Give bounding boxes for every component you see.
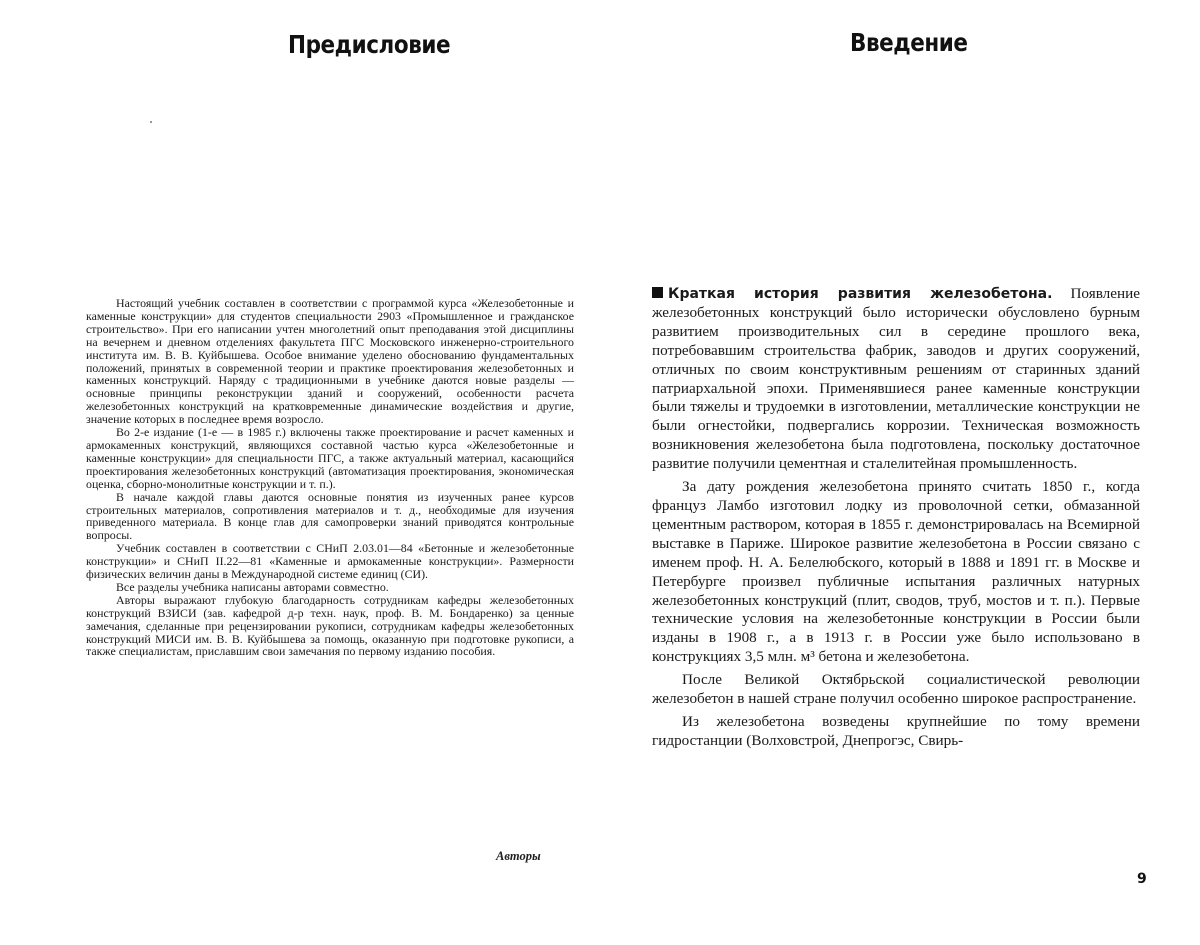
preface-paragraph-2: Во 2-е издание (1-е — в 1985 г.) включены также проектирование и расчет каменных и армокаменных конструкций, являющихся составной частью курса «Железобетонные и каменные конструкции» для специальности ПГС, а также актуальный материал, касающийся проектирования железобетонных конструкций (автоматизация проектирования, экономическая оценка, сборно-монолитные конструкции и т. п.). [86, 425, 574, 491]
introduction-body [652, 285, 1140, 755]
preface-paragraph-1: Настоящий учебник составлен в соответствии с программой курса «Железобетонные и каменные конструкции» для студентов специальности 2903 «Промышленное и гражданское строительство». При его написании учтен многолетний опыт преподавания этой дисциплины на вечернем и дневном отделениях факультета ПГС Московского инженерно-строительного института им. В. В. Куйбышева. Особое внимание уделено обоснованию фундаментальных положений, принятых в современной теории и практике проектирования железобетонных и каменных конструкций. Наряду с традиционными в учебнике даются новые разделы — основные принципы реконструкции зданий и сооружений, особенности расчета железобетонных конструкций на кратковременные динамические воздействия и другие, значение которых в последнее время возросло. [86, 296, 574, 427]
preface-signature: Авторы [496, 849, 541, 863]
page-number: 9 [1137, 871, 1147, 887]
stray-dot [150, 121, 152, 123]
introduction-paragraph-1 [652, 285, 1140, 474]
introduction-heading: Введение [850, 28, 968, 57]
preface-heading: Предисловие [288, 30, 451, 59]
introduction-paragraph-4: Из железобетона возведены крупнейшие по тому времени гидростанции (Волховстрой, Днепрогэс, Свирь- [652, 712, 1140, 749]
introduction-paragraph-3: После Великой Октябрьской социалистической революции железобетон в нашей стране получил особенно широкое распространение. [652, 671, 1140, 708]
section-lead-title: Краткая история развития железобетона. [668, 286, 1053, 302]
black-square-icon [652, 287, 663, 298]
right-page [600, 0, 1200, 945]
introduction-paragraph-2: За дату рождения железобетона принято считать 1850 г., когда француз Ламбо изготовил лодку из проволочной сетки, обмазанной цементным раствором, которая в 1855 г. демонстрировалась на Всемирной выставке в Париже. Широкое развитие железобетона в России связано с именем проф. Н. А. Белелюбского, который в 1888 и 1891 гг. в Москве и Петербурге произвел публичные испытания различных натурных железобетонных конструкций (плит, сводов, труб, мостов и т. п.). Первые технические условия на железобетонные конструкции в России были изданы в 1908 г., а в 1913 г. в России уже было использовано в конструкциях 3,5 млн. м³ бетона и железобетона. [652, 478, 1140, 666]
preface-body [86, 297, 574, 658]
preface-paragraph-6: Авторы выражают глубокую благодарность сотрудникам кафедры железобетонных конструкций ВЗИСИ (зав. кафедрой д-р техн. наук, проф. В. М. Бондаренко) за ценные замечания, сделанные при рецензировании рукописи, сотрудникам кафедры железобетонных конструкций МИСИ им. В. В. Куйбышева за помощь, оказанную при подготовке рукописи, а также специалистам, приславшим свои замечания по первому изданию пособия. [86, 592, 574, 659]
preface-paragraph-4: Учебник составлен в соответствии с СНиП 2.03.01—84 «Бетонные и железобетонные конструкции» и СНиП II.22—81 «Каменные и армокаменные конструкции». Размерности физических величин даны в Международной системе единиц (СИ). [86, 541, 574, 582]
section-lead-text: Появление железобетонных конструкций было исторически обусловлено бурным развитием производительных сил в середине прошлого века, потребовавшим строительства фабрик, заводов и других сооружений, отличных по своим конструктивным решениям от старинных зданий патриархальной эпохи. Применявшиеся ранее каменные конструкции были тяжелы и трудоемки в изготовлении, металлические конструкции не были огнестойки, подвергались коррозии. Техническая возможность возникновения железобетона была подготовлена, поскольку достаточное развитие получили цементная и сталелитейная промышленность. [652, 285, 1140, 473]
preface-paragraph-3: В начале каждой главы даются основные понятия из изученных ранее курсов строительных материалов, сопротивления материалов и т. д., необходимые для изучения приведенного материала. В конце глав для самопроверки знаний приводятся контрольные вопросы. [86, 489, 574, 543]
preface-paragraph-5: Все разделы учебника написаны авторами совместно. [116, 579, 389, 594]
